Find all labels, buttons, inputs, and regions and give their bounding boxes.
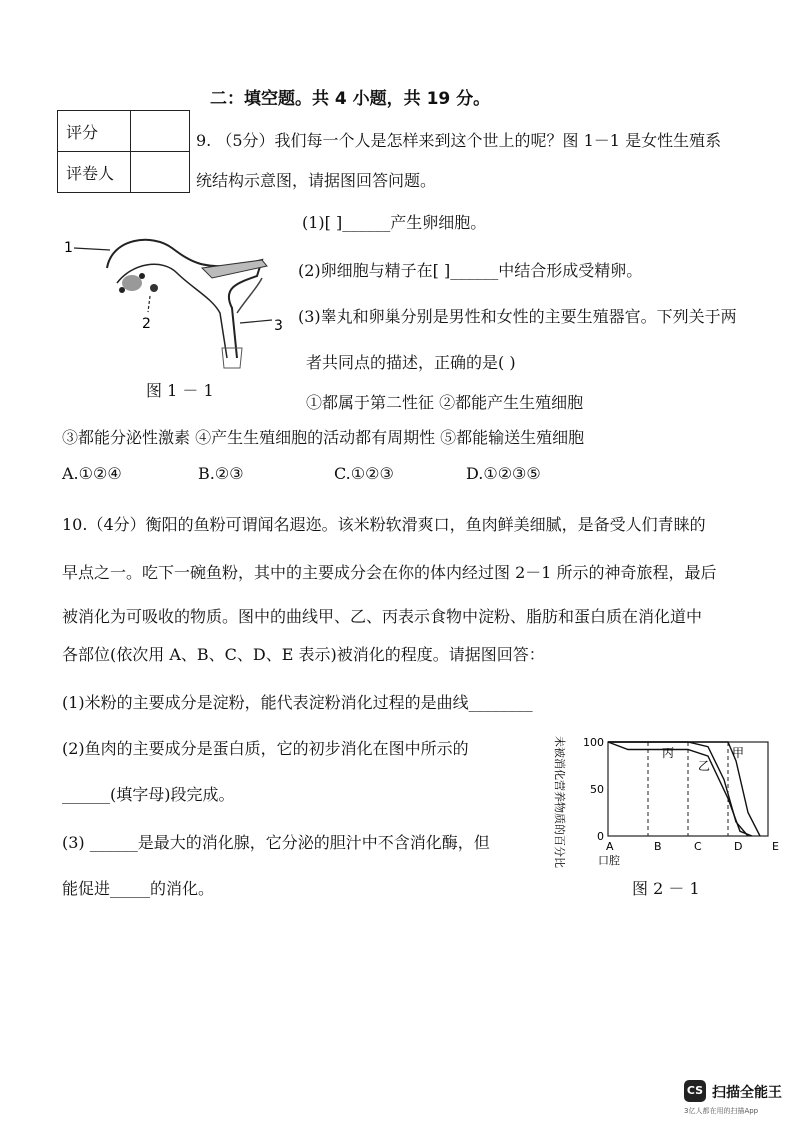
q10-line4: 各部位(依次用 A、B、C、D、E 表示)被消化的程度。请据图回答： <box>62 645 545 664</box>
fig1-label-1: 1 <box>64 240 73 256</box>
fig1-label-3: 3 <box>274 318 283 334</box>
figure-2-1-chart <box>540 730 780 870</box>
q9-choice-a: A.①②④ <box>62 464 122 483</box>
q9-sub1: (1)[ ]______产生卵细胞。 <box>302 213 487 232</box>
q10-sub3-line2: 能促进_____的消化。 <box>62 879 215 898</box>
scanner-app-slogan: 3亿人都在用的扫描App <box>684 1107 759 1115</box>
q10-sub1: (1)米粉的主要成分是淀粉，能代表淀粉消化过程的是曲线________ <box>62 693 533 712</box>
q9-choice-b: B.②③ <box>198 464 244 483</box>
q9-sub3-line1: (3)睾丸和卵巢分别是男性和女性的主要生殖器官。下列关于两 <box>298 307 737 326</box>
chart-ytick-label: 0 <box>597 830 604 843</box>
q9-stem-line2: 统结构示意图，请据图回答问题。 <box>196 171 437 190</box>
q10-line3: 被消化为可吸收的物质。图中的曲线甲、乙、丙表示食物中淀粉、脂肪和蛋白质在消化道中 <box>62 607 703 626</box>
q9-choice-c: C.①②③ <box>334 464 394 483</box>
chart-series-label: 丙 <box>662 746 675 761</box>
score-table <box>57 110 190 193</box>
scanner-app-name: 扫描全能王 <box>712 1085 782 1101</box>
q9-options-line1: ①都属于第二性征 ②都能产生生殖细胞 <box>306 393 584 412</box>
chart-series-label: 甲 <box>732 746 745 761</box>
chart-ytick-label: 50 <box>590 783 604 796</box>
grader-cell <box>131 152 190 193</box>
q10-line1: 10.（4分）衡阳的鱼粉可谓闻名遐迩。该米粉软滑爽口，鱼肉鲜美细腻，是备受人们青睐的 <box>62 515 706 534</box>
chart-series-label: 乙 <box>698 759 711 774</box>
chart-xtick-label: A <box>606 840 614 853</box>
q9-options-line2: ③都能分泌性激素 ④产生生殖细胞的活动都有周期性 ⑤都能输送生殖细胞 <box>62 428 585 447</box>
q9-choice-d: D.①②③⑤ <box>466 464 541 483</box>
scanner-logo-icon: CS <box>684 1080 706 1102</box>
q9-sub3-line2: 者共同点的描述，正确的是( ) <box>306 353 516 372</box>
score-label: 评分 <box>58 111 131 152</box>
q10-line2: 早点之一。吃下一碗鱼粉，其中的主要成分会在你的体内经过图 2－1 所示的神奇旅程，最后 <box>62 563 717 582</box>
score-cell <box>131 111 190 152</box>
chart-xtick-label: E <box>772 840 779 853</box>
chart-ylabel: 未被消化营养物质的百分比 <box>553 736 566 868</box>
section-title: 二：填空题。共 4 小题，共 19 分。 <box>210 89 491 109</box>
q10-sub2-line2: ______(填字母)段完成。 <box>62 785 235 804</box>
figure-1-1-caption: 图 1 － 1 <box>146 381 214 400</box>
q9-sub2: (2)卵细胞与精子在[ ]______中结合形成受精卵。 <box>298 261 643 280</box>
grader-label: 评卷人 <box>58 152 131 193</box>
q10-sub2-line1: (2)鱼肉的主要成分是蛋白质，它的初步消化在图中所示的 <box>62 739 469 758</box>
figure-2-1-caption: 图 2 － 1 <box>632 879 700 898</box>
chart-xtick-label: D <box>734 840 743 853</box>
q9-stem-line1: 9. （5分）我们每一个人是怎样来到这个世上的呢？图 1－1 是女性生殖系 <box>196 131 722 150</box>
chart-series-line <box>608 742 748 836</box>
chart-ytick-label: 100 <box>583 736 604 749</box>
chart-x-sublabel: 口腔 <box>598 854 620 867</box>
chart-xtick-label: C <box>694 840 702 853</box>
chart-series-line <box>608 742 752 836</box>
q10-sub3-line1: (3) ______是最大的消化腺，它分泌的胆汁中不含消化酶，但 <box>62 833 490 852</box>
fig1-label-2: 2 <box>142 316 151 332</box>
figure-1-1-diagram <box>62 228 292 378</box>
chart-xtick-label: B <box>654 840 662 853</box>
